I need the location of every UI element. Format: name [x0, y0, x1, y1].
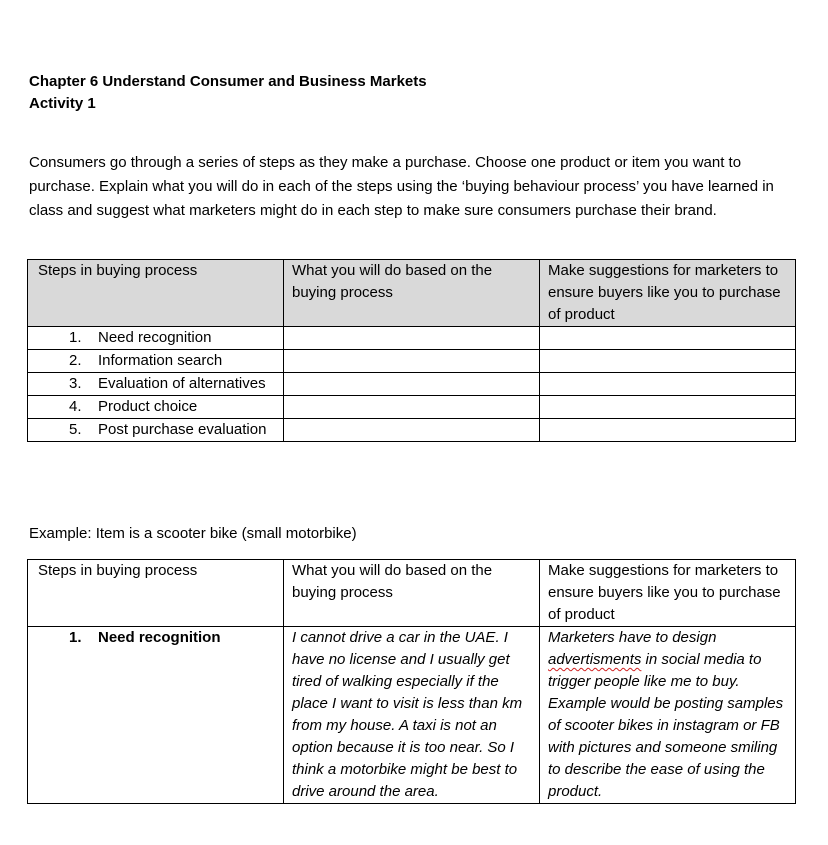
suggestion-text-start: Marketers have to design	[548, 629, 717, 646]
step-number: 4.	[69, 398, 82, 415]
suggestion-cell[interactable]	[540, 350, 796, 373]
header-cell-actions: What you will do based on the buying process	[284, 560, 540, 627]
action-cell[interactable]	[284, 350, 540, 373]
step-number: 1.	[69, 329, 82, 346]
step-number: 5.	[69, 421, 82, 438]
header-cell-steps: Steps in buying process	[28, 560, 284, 627]
activity-title: Activity 1	[29, 95, 96, 112]
example-action-cell: I cannot drive a car in the UAE. I have no license and I usually get tired of walking especially if the place I want to visit is less than km from my house. A taxi is not an option because it is too near. So I think a motorbike might be best to drive around the area.	[284, 627, 540, 804]
activity-table	[27, 259, 796, 442]
table-row	[28, 419, 796, 442]
header-cell-steps: Steps in buying process	[28, 260, 284, 327]
example-table	[27, 559, 796, 804]
suggestion-cell[interactable]	[540, 419, 796, 442]
instructions-paragraph: Consumers go through a series of steps as they make a purchase. Choose one product or item you want to purchase. Explain what you will do in each of the steps using the ‘buying behaviour process’ you have learned in class and suggest what marketers might do in each step to make sure consumers purchase their brand.	[29, 154, 774, 219]
example-label: Example: Item is a scooter bike (small motorbike)	[29, 525, 357, 542]
step-label: Evaluation of alternatives	[98, 375, 266, 392]
header-cell-actions: What you will do based on the buying process	[284, 260, 540, 327]
chapter-title: Chapter 6 Understand Consumer and Business Markets	[29, 73, 427, 90]
suggestion-cell[interactable]	[540, 396, 796, 419]
table-header-row	[28, 560, 796, 627]
example-suggestion-cell	[540, 627, 796, 804]
table-row	[28, 396, 796, 419]
table-header-row	[28, 260, 796, 327]
suggestion-cell[interactable]	[540, 327, 796, 350]
step-label: Product choice	[98, 398, 198, 415]
action-cell[interactable]	[284, 327, 540, 350]
table-row	[28, 327, 796, 350]
header-cell-suggestions: Make suggestions for marketers to ensure buyers like you to purchase of product	[540, 560, 796, 627]
action-cell[interactable]	[284, 419, 540, 442]
step-number: 1.	[69, 629, 82, 646]
suggestion-text-end: in social media to trigger people like me to buy. Example would be posting samples of scooter bikes in instagram or FB with pictures and someone smiling to describe the ease of using the product.	[548, 651, 784, 800]
step-number: 2.	[69, 352, 82, 369]
step-label: Need recognition	[98, 329, 212, 346]
table-row	[28, 627, 796, 804]
action-cell[interactable]	[284, 373, 540, 396]
header-cell-suggestions: Make suggestions for marketers to ensure buyers like you to purchase of product	[540, 260, 796, 327]
step-label: Post purchase evaluation	[98, 421, 267, 438]
table-row	[28, 373, 796, 396]
misspelled-word[interactable]: advertisments	[548, 651, 642, 668]
suggestion-cell[interactable]	[540, 373, 796, 396]
action-cell[interactable]	[284, 396, 540, 419]
step-number: 3.	[69, 375, 82, 392]
step-label: Need recognition	[98, 629, 221, 646]
step-label: Information search	[98, 352, 223, 369]
table-row	[28, 350, 796, 373]
